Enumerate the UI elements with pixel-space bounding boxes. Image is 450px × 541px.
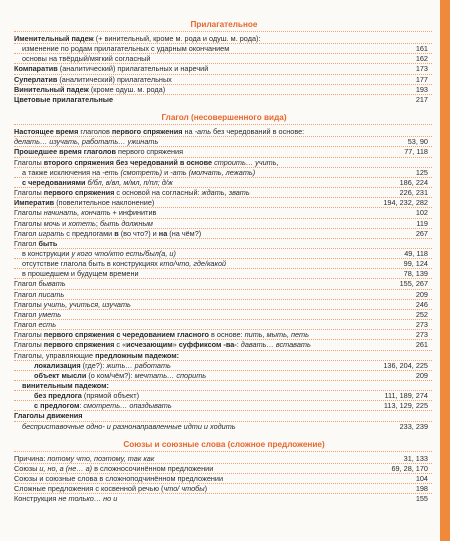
section-rule	[14, 451, 432, 452]
index-entry	[10, 178, 438, 187]
entry-pages: 233, 239	[399, 421, 428, 431]
entry-pages: 31, 133	[403, 453, 428, 463]
entry-pages: 193	[415, 84, 428, 94]
entry-text: Глагол быть	[14, 238, 58, 248]
index-entry	[10, 137, 438, 146]
index-entry	[10, 484, 438, 493]
entry-text: Глаголы первого спряжения с «исчезающим» суффиксом -ва-: давать… вставать	[14, 340, 311, 350]
entry-text: Союзы и союзные слова в сложноподчинённом предложении	[14, 474, 224, 484]
index-entry	[10, 168, 438, 177]
entry-pages: 209	[415, 370, 428, 380]
entry-pages: 49, 118	[404, 248, 428, 258]
entry-pages: 177	[415, 74, 428, 84]
index-entry	[10, 127, 438, 136]
index-page	[10, 0, 438, 541]
index-entry	[10, 310, 438, 319]
index-entry	[10, 351, 438, 360]
entry-text: винительным падежом:	[22, 381, 109, 390]
entry-text: Глаголы движения	[14, 411, 83, 421]
entry-text: Императив (повелительное наклонение)	[14, 198, 155, 208]
index-entry	[10, 411, 438, 420]
entry-pages: 111, 189, 274	[384, 391, 428, 401]
index-entry	[10, 454, 438, 463]
entry-pages: 125	[415, 167, 428, 177]
entry-pages: 77, 118	[404, 147, 428, 157]
entry-pages: 155, 267	[399, 279, 428, 289]
index-entry	[10, 290, 438, 299]
index-entry	[10, 279, 438, 288]
section-verb	[10, 127, 438, 431]
entry-pages: 69, 28, 170	[391, 463, 428, 473]
entry-pages: 173	[415, 64, 428, 74]
index-entry	[10, 381, 438, 390]
index-entry	[10, 95, 438, 104]
entry-pages: 267	[415, 228, 428, 238]
entry-text: локализация (где?): жить… работать	[34, 360, 171, 370]
entry-text: Союзы и, но, а (не… а) в сложносочинённом предложении	[14, 463, 214, 473]
entry-text: а также исключения на -еть (смотреть) и -ать (молчать, лежать)	[22, 167, 256, 177]
entry-text: Глагол писать	[14, 289, 65, 299]
section-adjective	[10, 34, 438, 104]
entry-text: Настоящее время глаголов первого спряжения на -ать без чередований в основе:	[14, 127, 305, 137]
index-entry	[10, 259, 438, 268]
section-rule	[14, 124, 432, 125]
index-entry	[10, 269, 438, 278]
entry-text: основы на твёрдый/мягкий согласный	[22, 54, 151, 64]
entry-text: в конструкции у кого что/кто есть/был(а, и)	[22, 248, 176, 258]
entry-text: Сложные предложения с косвенной речью (что/ чтобы)	[14, 484, 208, 494]
entry-text: Суперлатив (аналитический) прилагательных	[14, 74, 172, 84]
section-conjunctions	[10, 454, 438, 504]
entry-text: Глаголы учить, учиться, изучать	[14, 299, 131, 309]
index-entry	[10, 239, 438, 248]
entry-pages: 53, 90	[407, 137, 428, 147]
entry-text: Винительный падеж (кроме одуш. м. рода)	[14, 84, 166, 94]
entry-text: без предлога (прямой объект)	[34, 391, 140, 401]
index-entry	[10, 249, 438, 258]
section-title-adjective: Прилагательное	[190, 20, 258, 29]
entry-pages: 99, 124	[403, 259, 428, 269]
index-entry	[10, 229, 438, 238]
index-entry	[10, 300, 438, 309]
entry-pages: 273	[415, 330, 428, 340]
section-title-conjunctions: Союзы и союзные слова (сложное предложение)	[123, 439, 325, 449]
entry-text: Цветовые прилагательные	[14, 94, 114, 104]
entry-pages: 113, 129, 225	[383, 401, 428, 411]
entry-pages: 119	[416, 218, 428, 228]
entry-pages: 261	[415, 340, 428, 350]
index-entry	[10, 401, 438, 410]
entry-text: Компаратив (аналитический) прилагательных и наречий	[14, 64, 209, 74]
entry-text: Именительный падеж (+ винительный, кроме м. рода и одуш. м. рода):	[14, 34, 261, 43]
section-title-verb: Глагол (несовершенного вида)	[161, 113, 287, 123]
entry-pages: 246	[415, 299, 428, 309]
index-entry	[10, 330, 438, 339]
entry-text: с чередованиями б/бл, в/вл, м/мл, п/пл; д/ж	[22, 177, 173, 187]
entry-text: Глаголы второго спряжения без чередований в основе строить… учить,	[14, 157, 279, 167]
entry-pages: 194, 232, 282	[383, 198, 428, 208]
index-entry	[10, 474, 438, 483]
entry-pages: 102	[415, 208, 428, 218]
index-entry	[10, 464, 438, 473]
entry-pages: 162	[415, 54, 428, 64]
entry-text: с предлогом: смотреть… опаздывать	[34, 401, 172, 411]
entry-pages: 136, 204, 225	[383, 360, 428, 370]
entry-pages: 209	[415, 289, 428, 299]
entry-text: бесприставочные одно- и разнонаправленные идти и ходить	[22, 421, 236, 431]
entry-text: Глагол есть	[14, 320, 57, 330]
section-rule	[14, 31, 432, 32]
entry-text: Конструкция не только… но и	[14, 494, 118, 504]
index-entry	[10, 208, 438, 217]
index-entry	[10, 340, 438, 349]
entry-text: изменение по родам прилагательных с ударным окончанием	[22, 44, 230, 54]
entry-text: Глаголы, управляющие предложным падежом:	[14, 350, 180, 360]
index-entry	[10, 44, 438, 53]
page-edge-tab	[440, 0, 450, 541]
index-entry	[10, 85, 438, 94]
index-entry	[10, 320, 438, 329]
index-entry	[10, 391, 438, 400]
entry-text: Глагол уметь	[14, 309, 62, 319]
entry-pages: 161	[415, 44, 428, 54]
entry-text: Прошедшее время глаголов первого спряжения	[14, 147, 184, 157]
index-entry	[10, 147, 438, 156]
entry-text: Глаголы начинать, кончать + инфинитив	[14, 208, 157, 218]
entry-pages: 78, 139	[403, 269, 428, 279]
entry-text: Глагол играть с предлогами в (во что?) и на (на чём?)	[14, 228, 202, 238]
index-entry	[10, 361, 438, 370]
index-entry	[10, 422, 438, 431]
entry-pages: 273	[415, 320, 428, 330]
entry-text: делать… изучать, работать… ужинать	[14, 137, 159, 147]
index-entry	[10, 64, 438, 73]
entry-pages: 198	[415, 484, 428, 494]
index-entry	[10, 75, 438, 84]
entry-text: Глаголы первого спряжения с основой на согласный: ждать, звать	[14, 188, 250, 198]
index-entry	[10, 198, 438, 207]
index-entry	[10, 34, 438, 43]
entry-text: Глагол бывать	[14, 279, 66, 289]
entry-pages: 104	[415, 474, 428, 484]
entry-pages: 252	[415, 309, 428, 319]
index-entry	[10, 494, 438, 503]
entry-pages: 186, 224	[399, 177, 428, 187]
index-entry	[10, 219, 438, 228]
index-entry	[10, 371, 438, 380]
entry-pages: 217	[415, 94, 428, 104]
entry-pages: 155	[415, 494, 428, 504]
entry-text: отсутствие глагола быть в конструкциях кто/что, где/какой	[22, 259, 227, 269]
index-entry	[10, 158, 438, 167]
entry-text: в прошедшем и будущем времени	[22, 269, 139, 279]
entry-text: Глаголы мочь и хотеть; быть должным	[14, 218, 153, 228]
entry-pages: 226, 231	[399, 188, 428, 198]
entry-text: Причина: потому что, поэтому, так как	[14, 453, 155, 463]
entry-text: Глаголы первого спряжения с чередованием гласного в основе: пить, мыть, петь	[14, 330, 309, 340]
entry-text: объект мысли (о ком/чём?): мечтать… спорить	[34, 370, 207, 380]
index-entry	[10, 54, 438, 63]
index-entry	[10, 188, 438, 197]
